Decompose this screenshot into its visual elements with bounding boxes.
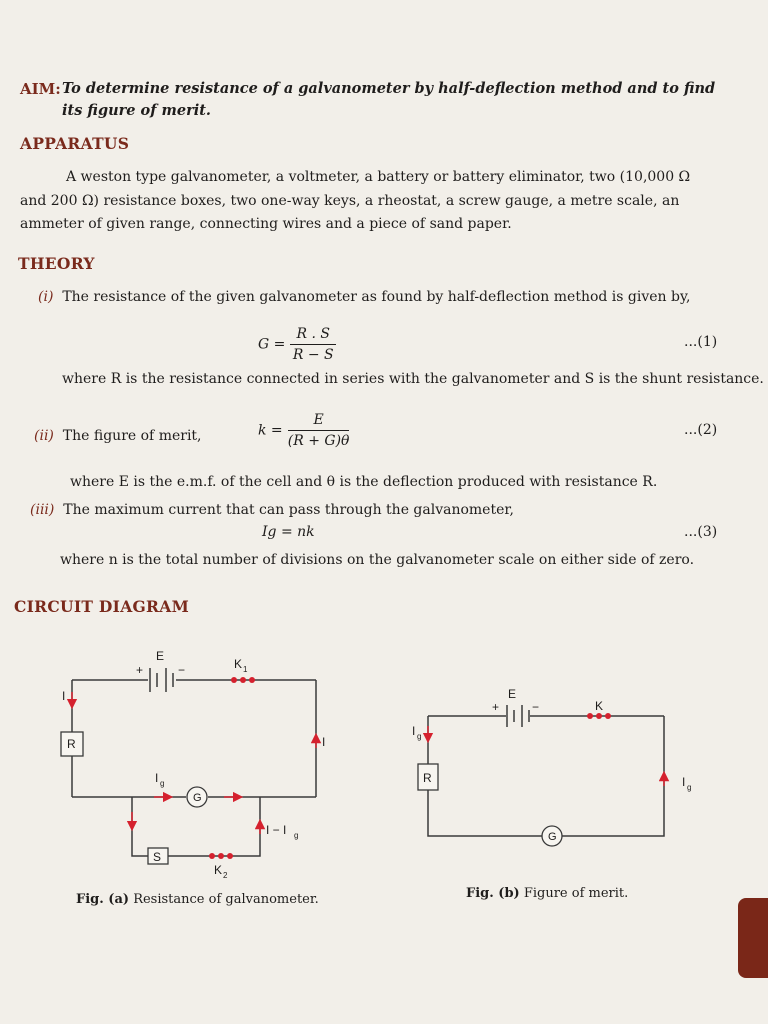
wire — [562, 716, 664, 836]
caption-text: Figure of merit. — [523, 886, 629, 901]
label-minus: − — [178, 663, 186, 677]
label-s: S — [153, 850, 162, 864]
caption-label: Fig. (a) — [76, 892, 130, 907]
caption-label: Fig. (b) — [466, 886, 520, 901]
caption-text: Resistance of galvanometer. — [133, 892, 319, 907]
figure-b-circuit — [428, 716, 664, 836]
label-ig-right: I — [682, 775, 686, 789]
where-text-1: where R is the resistance connected in series with the galvanometer and S is the shunt resistance. — [62, 371, 764, 387]
label-plus: + — [136, 663, 144, 677]
page-edge-tab — [738, 898, 768, 978]
label-k2: K — [214, 863, 223, 877]
apparatus-heading: APPARATUS — [20, 134, 130, 153]
item-number: (iii) — [30, 502, 55, 518]
label-e: E — [156, 649, 165, 663]
current-arrows — [72, 692, 316, 834]
label-i-minus-ig-sub: g — [294, 831, 299, 840]
equation-3: Ig = nk — [262, 524, 315, 540]
label-i-right: I — [322, 735, 326, 749]
item-text: The figure of merit, — [62, 428, 202, 444]
label-k: K — [595, 699, 604, 713]
equation-number-1: ...(1) — [684, 334, 718, 350]
key-k-icon — [587, 713, 611, 719]
current-arrows — [428, 726, 664, 786]
battery-icon — [507, 705, 529, 727]
caption-fig-a — [76, 892, 319, 907]
label-plus: + — [492, 700, 500, 714]
label-k2-sub: 2 — [223, 871, 228, 880]
label-e: E — [508, 687, 517, 701]
battery-icon — [150, 668, 173, 692]
apparatus-text: A weston type galvanometer, a voltmeter, a battery or battery eliminator, two (10,000 Ω and 200 Ω) resistance boxes, two one-way keys, a rheostat, a screw gauge, a metre scale, an ammeter of given range, connecting wires and a piece of sand paper. — [20, 169, 691, 232]
item-number: (ii) — [34, 428, 54, 444]
item-text: The maximum current that can pass through the galvanometer, — [63, 502, 514, 518]
equation-number-3: ...(3) — [684, 524, 718, 540]
key-k2-icon — [209, 853, 233, 859]
where-text-2: where E is the e.m.f. of the cell and θ is the deflection produced with resistance R. — [70, 474, 658, 490]
key-k1-icon — [231, 677, 255, 683]
denominator: (R + G)θ — [287, 433, 350, 449]
label-ig-sub: g — [160, 779, 165, 788]
label-r: R — [67, 737, 76, 751]
circuit-heading: CIRCUIT DIAGRAM — [14, 597, 190, 616]
label-g: G — [548, 831, 557, 843]
where-text-3: where n is the total number of divisions on the galvanometer scale on either side of zero. — [60, 552, 695, 568]
label-ig-left: I — [412, 724, 416, 738]
equation-lhs: G = — [258, 336, 286, 353]
wire — [132, 797, 148, 856]
item-text: The resistance of the given galvanometer as found by half-deflection method is given by, — [62, 289, 691, 305]
item-number: (i) — [38, 289, 54, 305]
theory-heading: THEORY — [18, 254, 95, 273]
numerator: E — [288, 412, 350, 431]
label-ig-right-sub: g — [687, 783, 692, 792]
wire — [168, 797, 260, 856]
label-g: G — [193, 792, 202, 804]
label-i-minus-ig: I − I — [266, 823, 287, 837]
aim-text: To determine resistance of a galvanometer by half-deflection method and to find its figure of merit. — [62, 80, 716, 119]
aim-label: AIM: — [20, 80, 61, 98]
label-i-left: I — [62, 689, 66, 703]
equation-lhs: k = — [258, 422, 283, 439]
equation-number-2: ...(2) — [684, 422, 718, 438]
numerator: R . S — [290, 326, 335, 345]
label-r: R — [423, 771, 432, 785]
label-k1: K — [234, 657, 243, 671]
label-ig-left-sub: g — [417, 732, 422, 741]
label-ig: I — [155, 771, 159, 785]
caption-fig-b — [466, 886, 628, 901]
label-minus: − — [532, 700, 540, 714]
denominator: R − S — [292, 347, 334, 363]
label-k1-sub: 1 — [243, 665, 248, 674]
wire — [428, 790, 542, 836]
